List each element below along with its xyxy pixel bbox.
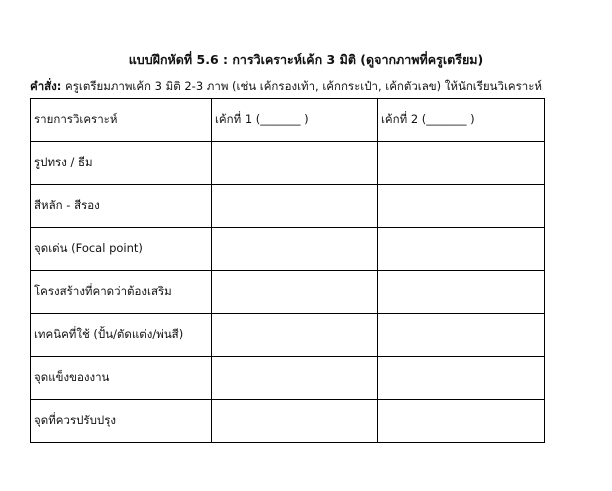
answer-cell-cake-2[interactable]	[378, 228, 545, 271]
answer-cell-cake-2[interactable]	[378, 271, 545, 314]
row-label: รูปทรง / ธีม	[31, 142, 212, 185]
table-row	[31, 185, 545, 228]
table-row	[31, 228, 545, 271]
header-cake-2: เค้กที่ 2 (_______ )	[378, 99, 545, 142]
answer-cell-cake-1[interactable]	[212, 400, 378, 443]
row-label: เทคนิคที่ใช้ (ปั้น/ตัดแต่ง/พ่นสี)	[31, 314, 212, 357]
answer-cell-cake-2[interactable]	[378, 142, 545, 185]
answer-cell-cake-2[interactable]	[378, 400, 545, 443]
table-row	[31, 142, 545, 185]
answer-cell-cake-1[interactable]	[212, 185, 378, 228]
row-label: จุดเด่น (Focal point)	[31, 228, 212, 271]
answer-cell-cake-1[interactable]	[212, 142, 378, 185]
answer-cell-cake-2[interactable]	[378, 185, 545, 228]
instruction-lead: คำสั่ง:	[30, 79, 62, 93]
table-row	[31, 314, 545, 357]
answer-cell-cake-2[interactable]	[378, 314, 545, 357]
answer-cell-cake-1[interactable]	[212, 357, 378, 400]
table-row	[31, 357, 545, 400]
table-row	[31, 400, 545, 443]
header-analysis-item: รายการวิเคราะห์	[31, 99, 212, 142]
header-cake-1: เค้กที่ 1 (_______ )	[212, 99, 378, 142]
table-row	[31, 271, 545, 314]
row-label: จุดที่ควรปรับปรุง	[31, 400, 212, 443]
row-label: สีหลัก - สีรอง	[31, 185, 212, 228]
answer-cell-cake-2[interactable]	[378, 357, 545, 400]
row-label: โครงสร้างที่คาดว่าต้องเสริม	[31, 271, 212, 314]
answer-cell-cake-1[interactable]	[212, 271, 378, 314]
analysis-table	[30, 98, 545, 443]
answer-cell-cake-1[interactable]	[212, 314, 378, 357]
table-header-row	[31, 99, 545, 142]
row-label: จุดแข็งของงาน	[31, 357, 212, 400]
answer-cell-cake-1[interactable]	[212, 228, 378, 271]
instruction-line	[30, 78, 590, 96]
instruction-text: ครูเตรียมภาพเค้ก 3 มิติ 2-3 ภาพ (เช่น เค้กรองเท้า, เค้กกระเป๋า, เค้กตัวเลข) ให้นักเรียนวิเคราะห์	[61, 79, 542, 93]
worksheet-title: แบบฝึกหัดที่ 5.6 : การวิเคราะห์เค้ก 3 มิติ (ดูจากภาพที่ครูเตรียม)	[128, 52, 484, 67]
